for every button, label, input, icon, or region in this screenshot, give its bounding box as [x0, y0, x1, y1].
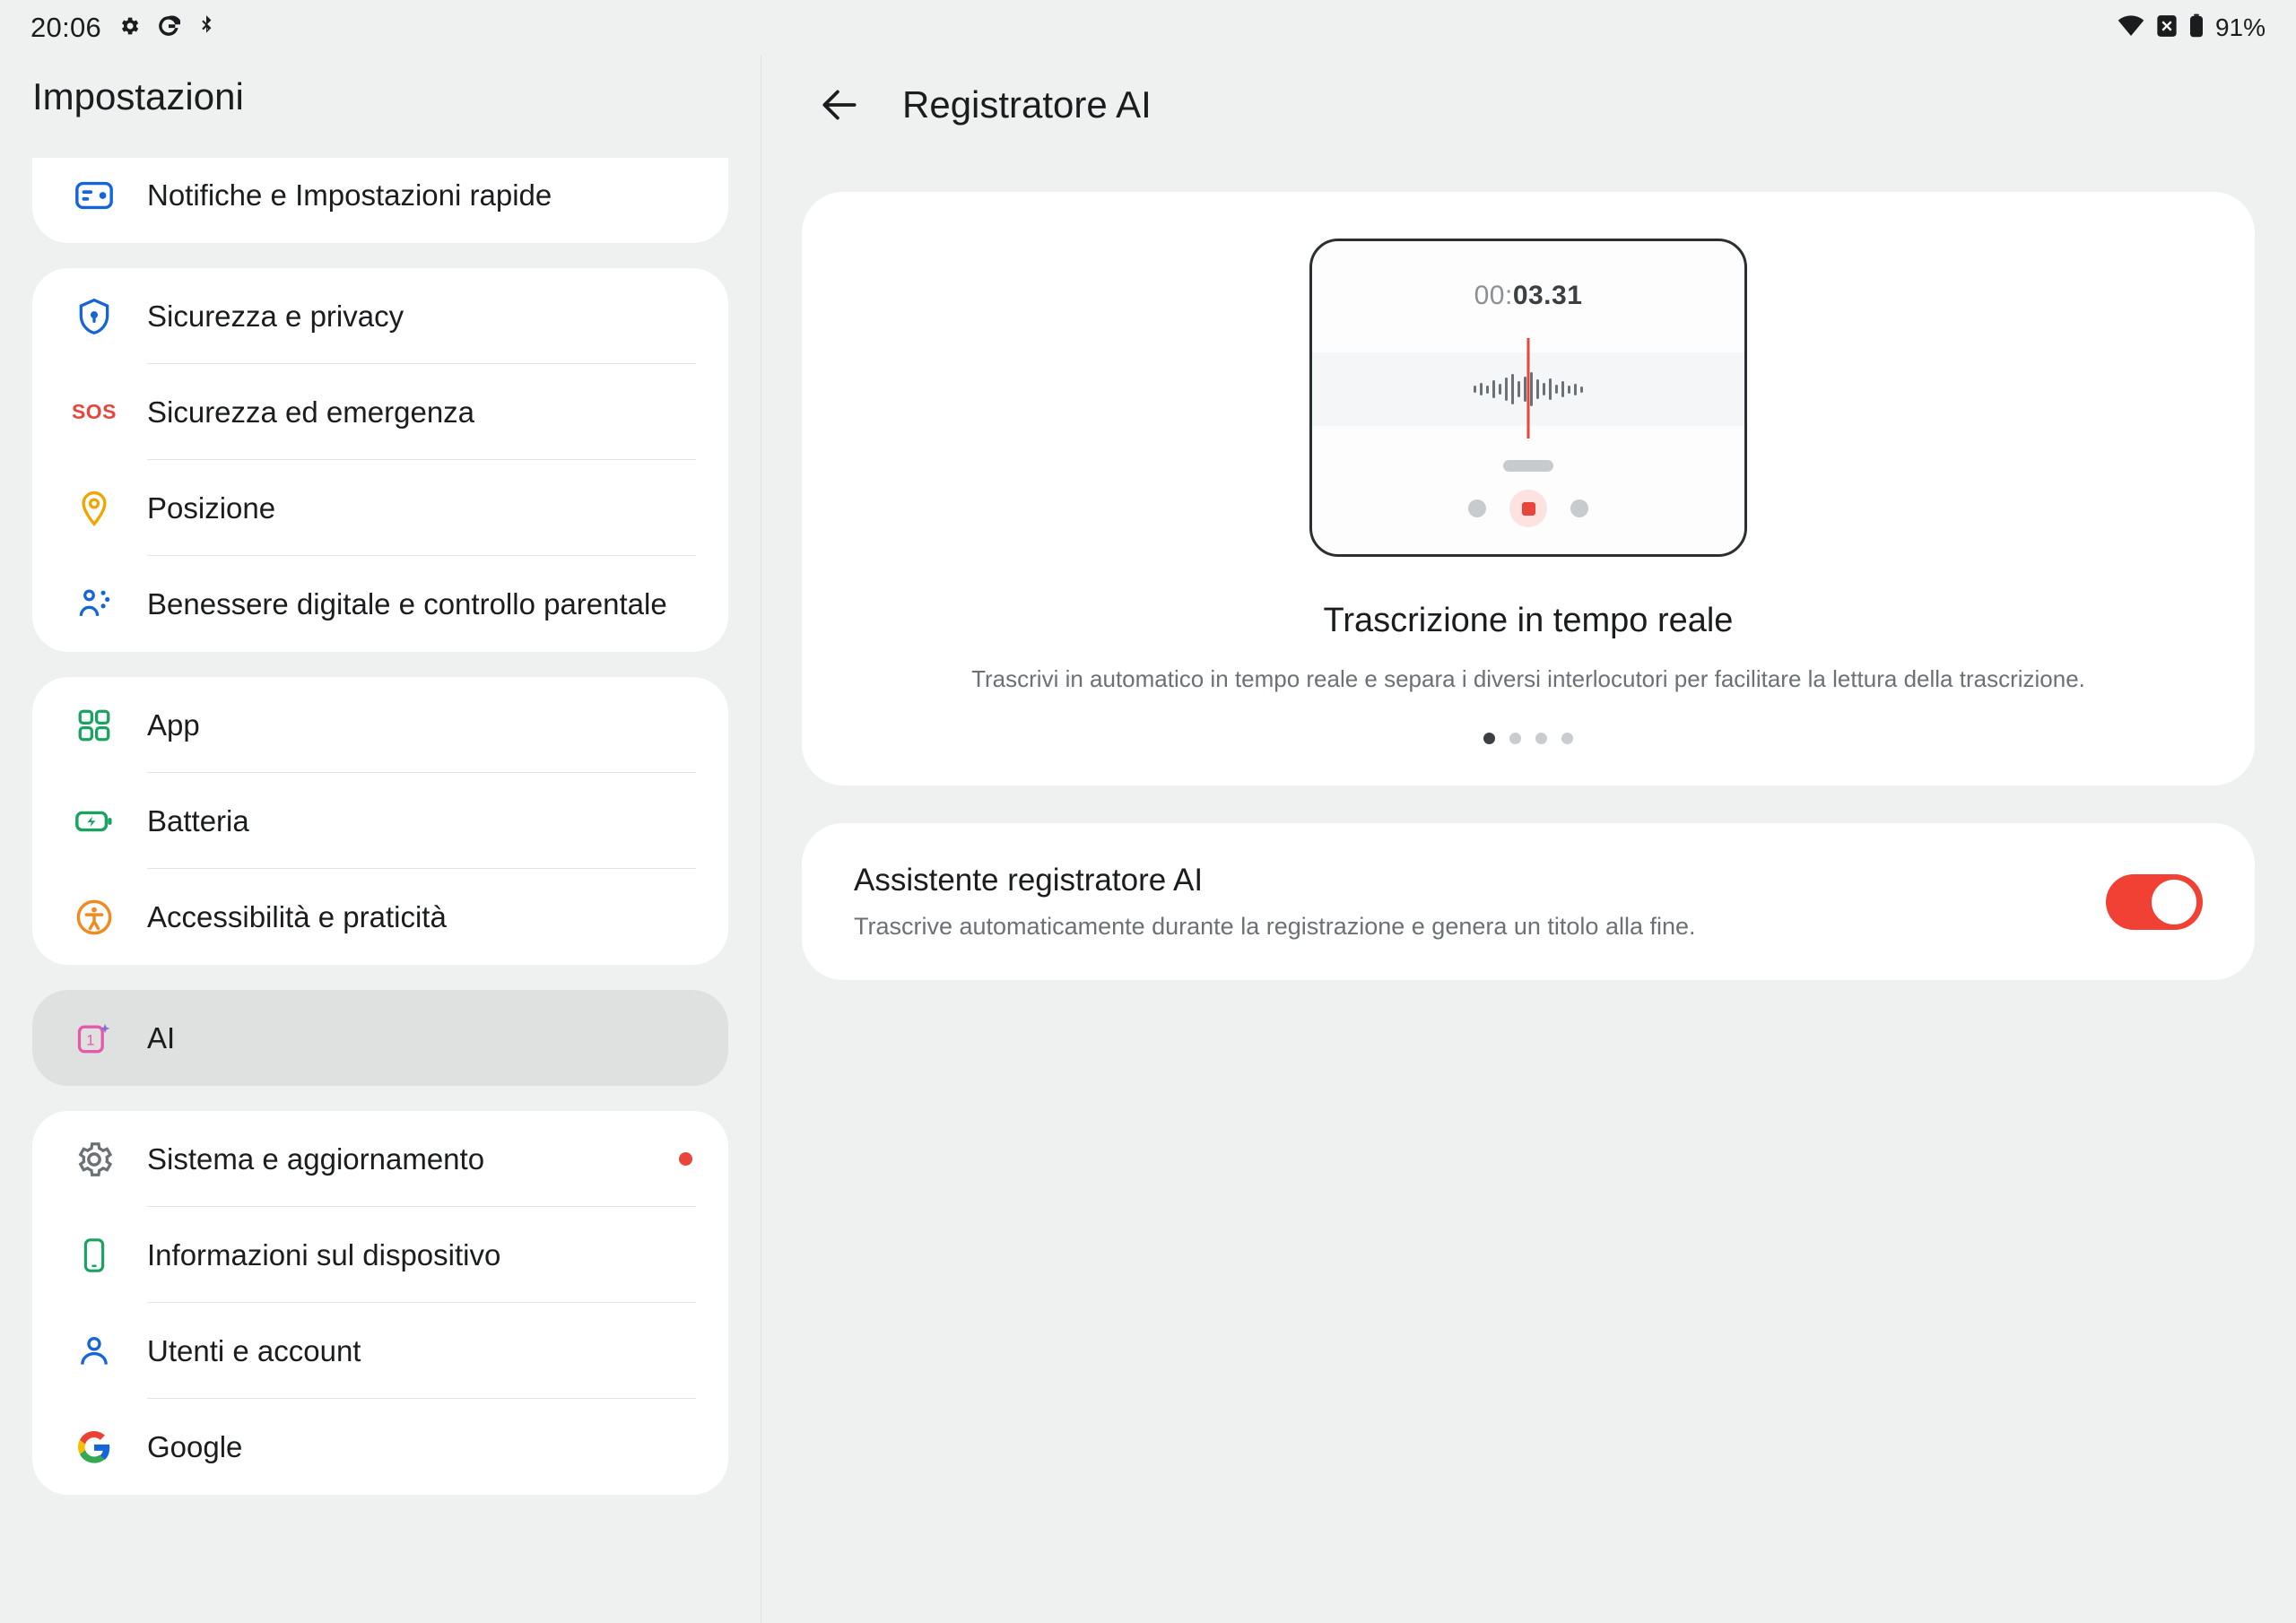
- detail-title: Registratore AI: [902, 83, 1152, 126]
- sidebar-item-notifiche[interactable]: [32, 158, 728, 243]
- ai-recorder-assistant-toggle[interactable]: [2106, 874, 2203, 930]
- carousel-dot-3[interactable]: [1535, 733, 1547, 744]
- carousel-dot-4[interactable]: [1561, 733, 1573, 744]
- sidebar-item-sicurezza-emergenza[interactable]: [32, 364, 728, 460]
- promo-subtitle: Trascrivi in automatico in tempo reale e separa i diversi interlocutori per facilitare la lettura della trascrizione.: [971, 665, 2085, 692]
- sidebar-item-label: Accessibilità e praticità: [147, 899, 447, 933]
- status-time: 20:06: [30, 12, 102, 43]
- sidebar-item-label: Posizione: [147, 490, 276, 525]
- sidebar-item-label: Batteria: [147, 803, 249, 838]
- recorder-timer: [1312, 241, 1744, 311]
- detail-header: [761, 56, 2296, 154]
- sidebar-item-label: Sistema e aggiornamento: [147, 1141, 485, 1176]
- sidebar-group-apps: [32, 677, 728, 965]
- sidebar-item-label: AI: [147, 1020, 176, 1055]
- detail-pane: [761, 0, 2296, 1623]
- sidebar-item-benessere-digitale[interactable]: [32, 556, 728, 652]
- ai-recorder-assistant-text: [854, 863, 2106, 941]
- sidebar-group-ai: [32, 990, 728, 1086]
- sidebar-item-label: Informazioni sul dispositivo: [147, 1237, 501, 1271]
- promo-title: Trascrizione in tempo reale: [1323, 602, 1734, 639]
- sidebar-item-utenti-account[interactable]: [32, 1303, 728, 1399]
- page-title: Impostazioni: [32, 75, 244, 117]
- notifications-icon: [68, 169, 120, 221]
- sidebar-item-posizione[interactable]: [32, 460, 728, 556]
- sidebar-item-app[interactable]: [32, 677, 728, 773]
- arrow-left-icon[interactable]: [814, 80, 865, 130]
- ai-recorder-assistant-row[interactable]: [802, 823, 2255, 980]
- carousel-dot-1[interactable]: [1483, 733, 1495, 744]
- carousel-dot-2[interactable]: [1509, 733, 1521, 744]
- drag-handle: [1503, 460, 1553, 472]
- playhead-indicator: [1527, 338, 1530, 438]
- accessibility-icon: [68, 891, 120, 943]
- apps-grid-icon: [68, 699, 120, 751]
- location-pin-icon: [68, 482, 120, 534]
- phone-info-icon: [68, 1229, 120, 1281]
- sidebar-item-sicurezza-privacy[interactable]: [32, 268, 728, 364]
- sidebar-item-label: Sicurezza ed emergenza: [147, 395, 475, 429]
- record-stop-icon: [1509, 490, 1547, 527]
- svg-text:1: 1: [86, 1031, 95, 1048]
- sos-icon: SOS: [71, 400, 117, 423]
- left-control-icon: [1468, 499, 1486, 517]
- sidebar-item-google[interactable]: [32, 1399, 728, 1495]
- recorder-buttons: [1468, 490, 1588, 527]
- sidebar-group-system: [32, 1111, 728, 1495]
- google-g-icon: [68, 1421, 120, 1473]
- right-control-icon: [1570, 499, 1588, 517]
- sidebar-item-label: Notifiche e Impostazioni rapide: [147, 178, 552, 212]
- recorder-preview: [1309, 239, 1747, 557]
- sidebar-item-informazioni-dispositivo[interactable]: [32, 1207, 728, 1303]
- recorder-timer-value: 03.31: [1512, 281, 1583, 310]
- sidebar-item-sistema-aggiornamento[interactable]: [32, 1111, 728, 1207]
- user-account-icon: [68, 1325, 120, 1377]
- sidebar-item-batteria[interactable]: [32, 773, 728, 869]
- digital-wellbeing-icon: [68, 578, 120, 630]
- carousel-pagination[interactable]: [802, 733, 2255, 744]
- battery-percentage: 91%: [2214, 13, 2266, 41]
- sidebar-item-label: Google: [147, 1429, 243, 1463]
- sidebar-scroll-area[interactable]: [0, 158, 761, 1623]
- sidebar-item-label: Sicurezza e privacy: [147, 299, 404, 333]
- promo-card: [802, 192, 2255, 785]
- sidebar-item-label: Utenti e account: [147, 1333, 361, 1367]
- sidebar-item-accessibilita[interactable]: [32, 869, 728, 965]
- setting-title: Assistente registratore AI: [854, 863, 1204, 898]
- settings-sidebar: [0, 0, 761, 1623]
- sidebar-item-label: Benessere digitale e controllo parentale: [147, 586, 667, 621]
- status-badge: [679, 1152, 692, 1166]
- recorder-timer-prefix: 00:: [1474, 281, 1513, 310]
- recorder-controls: [1312, 460, 1744, 527]
- sidebar-group-notifications: [32, 158, 728, 243]
- ai-sparkle-icon: [68, 1012, 120, 1064]
- gear-icon: [68, 1133, 120, 1185]
- battery-charging-icon: [68, 795, 120, 847]
- setting-subtitle: Trascrive automaticamente durante la registrazione e genera un titolo alla fine.: [854, 913, 1696, 941]
- sidebar-item-label: App: [147, 707, 200, 742]
- sidebar-item-ai[interactable]: [32, 990, 728, 1086]
- shield-icon: [68, 291, 120, 343]
- sidebar-group-security: [32, 268, 728, 652]
